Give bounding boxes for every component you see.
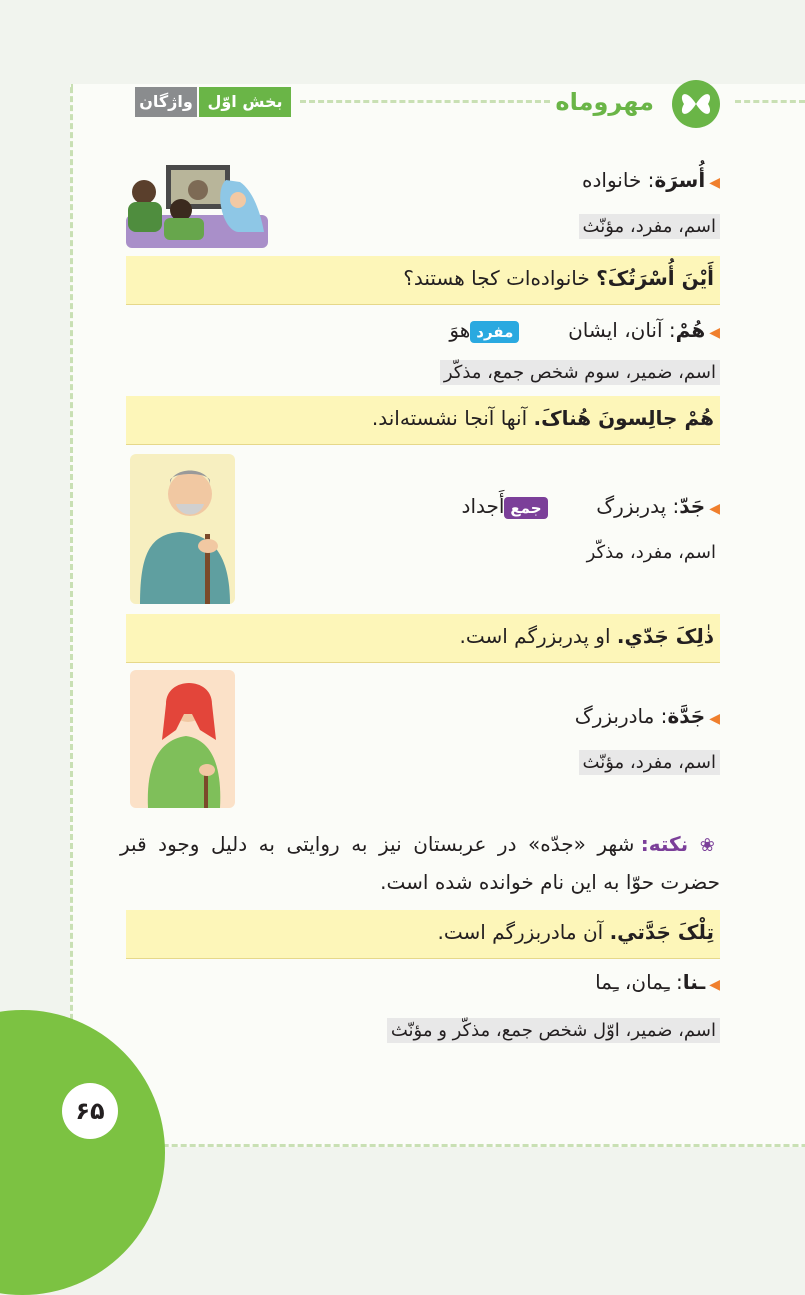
family-tv-illustration [126,160,268,248]
entry-word: جَدّ [679,494,706,518]
entry-word: هُمْ [675,318,706,342]
grammar-na: اسم، ضمیر، اوّل شخص جمع، مذکّر و مؤنّث [387,1018,720,1043]
entry-word: جَدَّة [667,704,706,728]
example-band-4 [126,910,720,959]
grandfather-illustration [130,454,235,604]
bullet-arrow-icon: ◀ [709,501,720,517]
example-band-2 [126,396,720,445]
butterfly-icon [672,80,720,128]
page-number: ۶۵ [62,1083,118,1139]
header-divider [300,100,550,103]
example-band-3 [126,614,720,663]
grammar-jadda: اسم، مفرد، مؤنّث [579,750,720,775]
logo-text: مهروماه [555,88,654,116]
entry-word: أُسرَة [654,168,706,192]
example-persian: او پدربزرگم است. [459,624,617,648]
entry-meaning: : آنان، ایشان [568,318,676,342]
grandmother-illustration [130,670,235,808]
grammar-hum: اسم، ضمیر، سوم شخص جمع، مذکّر [440,360,720,385]
header-divider-right [735,100,805,103]
bullet-arrow-icon: ◀ [709,977,720,993]
entry-word: ـنا [682,970,706,994]
entry-jadd [462,494,720,519]
example-arabic: تِلْکَ جَدَّتي. [609,920,714,944]
badge-word: أَجداد [461,494,505,518]
entry-na [595,970,720,994]
entry-meaning: : ـِمان، ـِما [595,970,683,994]
bullet-arrow-icon: ◀ [709,711,720,727]
badge-word: هوَ [449,318,471,342]
grammar-usra: اسم، مفرد، مؤنّث [579,214,720,239]
note-block [120,826,720,900]
example-arabic: ذٰلِکَ جَدّي. [616,624,714,648]
entry-usra [582,168,720,192]
topic-tag: واژگان [135,87,197,117]
plural-badge: جمع [504,497,547,519]
entry-jadda [575,704,720,728]
entry-meaning: : خانواده [582,168,655,192]
example-persian: آنها آنجا نشسته‌اند. [371,406,534,430]
grape-icon: ❀ [699,835,720,856]
note-label: نکته: [640,832,689,856]
brand-logo [555,80,720,128]
singular-badge: مفرد [470,321,519,343]
section-tag: بخش اوّل [199,87,291,117]
example-persian: خانواده‌ات کجا هستند؟ [403,266,597,290]
entry-meaning: : مادربزرگ [574,704,668,728]
example-arabic: أَیْنَ أُسْرَتُکَ؟ [596,266,714,290]
entry-meaning: : پدربزرگ [596,494,680,518]
example-persian: آن مادربزرگم است. [437,920,610,944]
example-band-1 [126,256,720,305]
bullet-arrow-icon: ◀ [709,175,720,191]
example-arabic: هُمْ جالِسونَ هُناکَ. [533,406,714,430]
entry-hum [449,318,720,343]
bullet-arrow-icon: ◀ [709,325,720,341]
note-text: شهر «جدّه» در عربستان نیز به روایتی به دلیل وجود قبر حضرت حوّا به این نام خوانده شده است. [120,832,720,894]
grammar-jadd: اسم، مفرد، مذکّر [586,542,716,563]
